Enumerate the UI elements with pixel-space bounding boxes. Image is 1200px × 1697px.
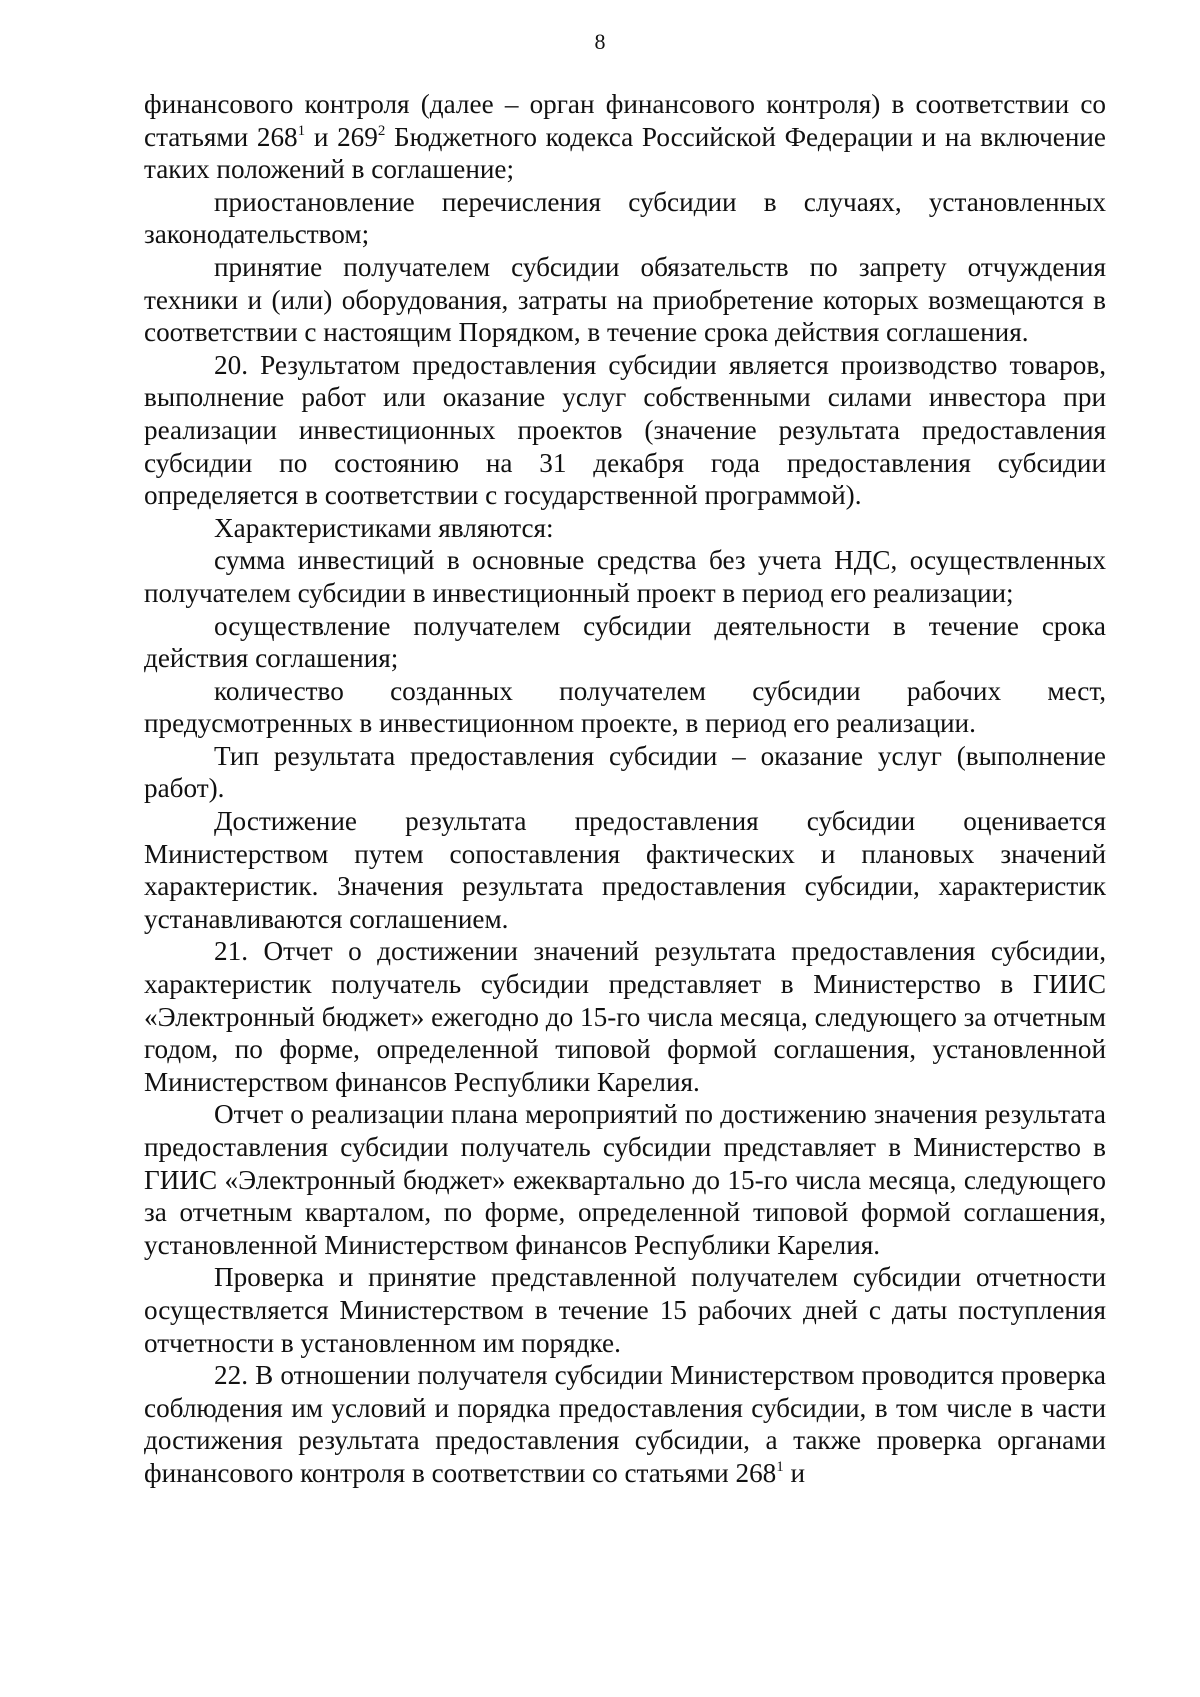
footnote-superscript: 1: [776, 1459, 784, 1476]
paragraph: [144, 512, 1106, 545]
paragraph-text: осуществление получателем субсидии деятельности в течение срока действия соглашения;: [144, 610, 1106, 674]
paragraph-text: приостановление перечисления субсидии в случаях, установленных законодательством;: [144, 186, 1106, 250]
paragraph: [144, 740, 1106, 805]
paragraph: [144, 251, 1106, 349]
paragraph-text: сумма инвестиций в основные средства без учета НДС, осуществленных получателем субсидии в инвестиционный проект в период его реализации;: [144, 545, 1106, 608]
paragraph-text: 22. В отношении получателя субсидии Министерством проводится проверка соблюдения им условий и порядка предоставления субсидии, в том числе в части достижения результата предоставления субсидии, а также проверка органами финансового контроля в соответствии со статьями 268: [144, 1360, 1106, 1488]
paragraph: [144, 349, 1106, 512]
paragraph-text: Бюджетного кодекса Российской Федерации и на включение таких положений в соглашение;: [144, 121, 1106, 185]
paragraph-text: и 269: [305, 121, 378, 152]
footnote-superscript: 1: [297, 122, 306, 139]
paragraph-text: Достижение результата предоставления субсидии оценивается Министерством путем сопоставления фактических и плановых значений характеристик. Значения результата предоставления субсидии, характеристик устанавливаются соглашением.: [144, 806, 1106, 934]
paragraph: [144, 675, 1106, 740]
paragraph: [144, 805, 1106, 935]
document-body: [144, 88, 1106, 1490]
paragraph: [144, 544, 1106, 609]
page-number: 8: [594, 29, 606, 54]
paragraph-text: 21. Отчет о достижении значений результата предоставления субсидии, характеристик получатель субсидии представляет в Министерство в ГИИС «Электронный бюджет» ежегодно до 15-го числа месяца, следующего за отчетным годом, по форме, определенной типовой формой соглашения, установленной Министерством финансов Республики Карелия.: [144, 936, 1106, 1097]
paragraph: [144, 610, 1106, 675]
paragraph: [144, 1098, 1106, 1261]
paragraph-text: Характеристиками являются:: [214, 512, 554, 543]
paragraph: [144, 935, 1106, 1098]
paragraph-text: Тип результата предоставления субсидии – оказание услуг (выполнение работ).: [144, 740, 1106, 804]
paragraph-text: принятие получателем субсидии обязательств по запрету отчуждения техники и (или) оборудования, затраты на приобретение которых возмещаются в соответствии с настоящим Порядком, в течение срока действия соглашения.: [144, 251, 1106, 348]
paragraph-text: 20. Результатом предоставления субсидии является производство товаров, выполнение работ или оказание услуг собственными силами инвестора при реализации инвестиционных проектов (значение результата предоставления субсидии по состоянию на 31 декабря года предоставления субсидии определяется в соответствии с государственной программой).: [144, 349, 1106, 511]
paragraph-text: и: [783, 1457, 806, 1488]
paragraph: [144, 88, 1106, 186]
paragraph: [144, 1261, 1106, 1359]
footnote-superscript: 2: [377, 122, 386, 139]
paragraph-text: количество созданных получателем субсидии рабочих мест, предусмотренных в инвестиционном проекте, в период его реализации.: [144, 675, 1106, 739]
paragraph-text: Проверка и принятие представленной получателем субсидии отчетности осуществляется Министерством в течение 15 рабочих дней с даты поступления отчетности в установленном им порядке.: [144, 1262, 1106, 1358]
paragraph: [144, 1359, 1106, 1489]
paragraph-text: финансового контроля (далее – орган финансового контроля) в соответствии со статьями 268: [144, 89, 1106, 152]
paragraph: [144, 186, 1106, 251]
paragraph-text: Отчет о реализации плана мероприятий по достижению значения результата предоставления субсидии получатель субсидии представляет в Министерство в ГИИС «Электронный бюджет» ежеквартально до 15-го числа месяца, следующего за отчетным кварталом, по форме, определенной типовой формой соглашения, установленной Министерством финансов Республики Карелия.: [144, 1099, 1106, 1260]
